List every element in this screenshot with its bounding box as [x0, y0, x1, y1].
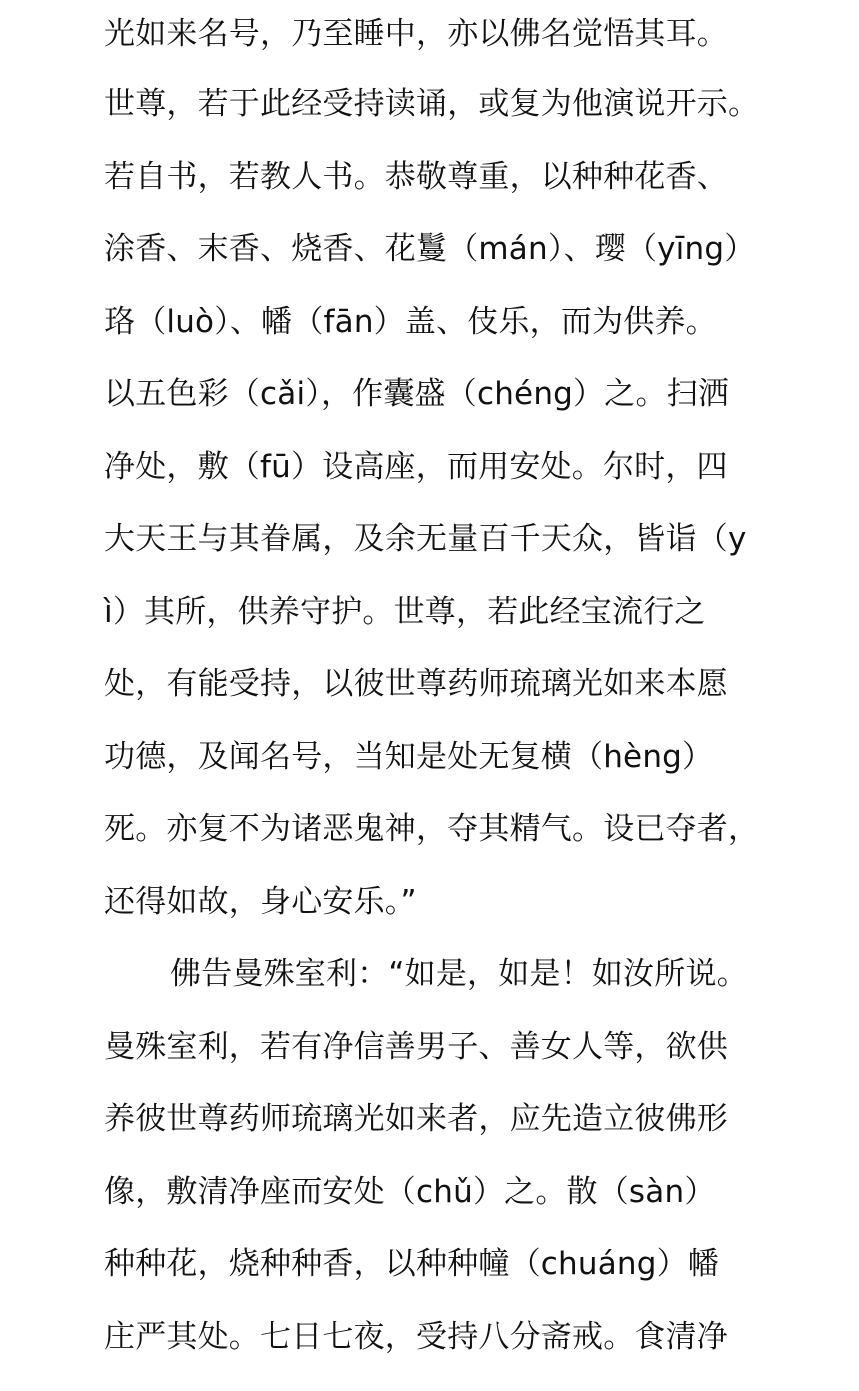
text-line: 庄严其处。七日七夜，受持八分斋戒。食清净 [104, 1318, 728, 1355]
text-line: 以五色彩（cǎi），作囊盛（chéng）之。扫洒 [104, 376, 730, 412]
text-line: 净处，敷（fū）设高座，而用安处。尔时，四 [104, 448, 728, 485]
text-line: ì）其所，供养守护。世尊，若此经宝流行之 [104, 593, 706, 630]
text-line: 光如来名号，乃至睡中，亦以佛名觉悟其耳。 [104, 16, 728, 52]
text-line: 像，敷清净座而安处（chǔ）之。散（sàn） [104, 1173, 716, 1210]
text-line: 若自书，若教人书。恭敬尊重，以种种花香、 [104, 158, 728, 195]
text-line: 死。亦复不为诸恶鬼神，夺其精气。设已夺者， [104, 811, 760, 847]
text-line: 处，有能受持，以彼世尊药师琉璃光如来本愿 [104, 666, 728, 702]
text-line: 功德，及闻名号，当知是处无复横（hèng） [104, 738, 714, 775]
text-line: 世尊，若于此经受持读诵，或复为他演说开示。 [104, 86, 760, 122]
text-line: 大天王与其眷属，及余无量百千天众，皆诣（y [104, 521, 747, 557]
text-line: 曼殊室利，若有净信善男子、善女人等，欲供 [104, 1028, 728, 1065]
text-line: 涂香、末香、烧香、花鬘（mán）、璎（yīng） [104, 231, 756, 267]
text-line: 养彼世尊药师琉璃光如来者，应先造立彼佛形 [104, 1101, 728, 1137]
text-line: 种种花，烧种种香，以种种幢（chuáng）幡 [104, 1246, 720, 1282]
text-line: 还得如故，身心安乐。” [104, 883, 417, 920]
paragraph-start-line: 佛告曼殊室利：“如是，如是！如汝所说。 [170, 956, 748, 992]
text-body [104, 0, 760, 1373]
text-line: 珞（luò）、幡（fān）盖、伎乐，而为供养。 [104, 303, 717, 340]
